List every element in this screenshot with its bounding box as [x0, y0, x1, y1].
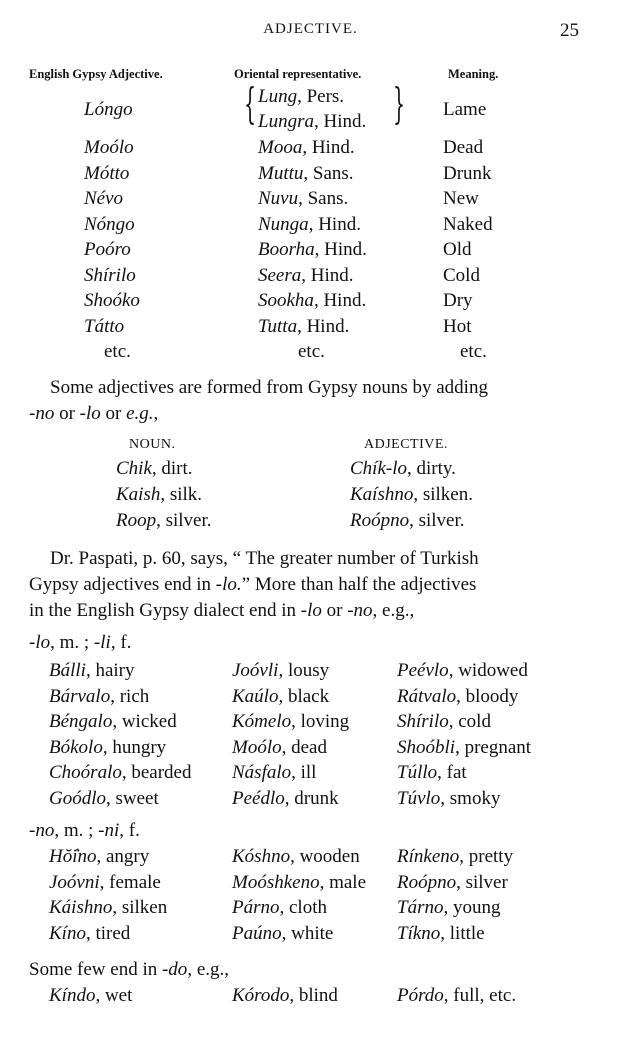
table1-meaning: Lame: [443, 99, 487, 120]
oriental-source: , Hind.: [314, 239, 367, 260]
table1-oriental-entry: Lungra, Hind.: [258, 111, 367, 132]
right-brace: }: [393, 79, 406, 128]
english-gloss: , wooden: [290, 846, 360, 867]
table1-meaning: Dead: [443, 137, 484, 158]
gypsy-word: Rínkeno: [397, 846, 460, 867]
gypsy-word: Peédlo: [232, 788, 285, 809]
english-gloss: , silver: [456, 872, 508, 893]
group-label-no: -no, m. ; -ni, f.: [29, 820, 140, 841]
adjective-word: Roópno: [350, 510, 410, 531]
paragraph-line: -no or -lo or e.g.,: [29, 403, 159, 424]
english-gloss: , black: [278, 686, 330, 707]
word-entry: [232, 762, 316, 784]
word-entry: [397, 711, 491, 733]
english-gloss: , hairy: [85, 660, 135, 681]
table1-header-gypsy: English Gypsy Adjective.: [29, 67, 163, 81]
table1-gypsy-word: Nóngo: [84, 214, 135, 235]
word-entry: [232, 660, 329, 682]
word-entry: [397, 686, 518, 708]
word-entry: [49, 897, 167, 919]
english-gloss: , full, etc.: [443, 985, 517, 1006]
english-gloss: , lousy: [278, 660, 330, 681]
english-gloss: , loving: [291, 711, 350, 732]
word-entry: [397, 846, 513, 868]
word-entry: [397, 660, 528, 682]
gypsy-word: Kómelo: [232, 711, 292, 732]
table2-noun: [116, 458, 193, 480]
gypsy-word: Goódlo: [49, 788, 106, 809]
oriental-source: , Hind.: [302, 137, 355, 158]
table1-meaning: Old: [443, 239, 472, 260]
english-gloss: , sweet: [106, 788, 159, 809]
english-gloss: , male: [319, 872, 367, 893]
noun-word: Chik: [116, 458, 152, 479]
english-gloss: , blind: [289, 985, 338, 1006]
table1-gypsy-word: Névo: [84, 188, 124, 209]
etc-text: etc.: [104, 341, 131, 362]
table1-meaning: Drunk: [443, 163, 492, 184]
word-entry: [49, 846, 149, 868]
gypsy-word: Rátvalo: [397, 686, 457, 707]
word-entry: [49, 660, 135, 682]
english-gloss: , drunk: [284, 788, 339, 809]
english-gloss: , bearded: [121, 762, 192, 783]
table1-gypsy-word: Tátto: [84, 316, 125, 337]
word-entry: [232, 872, 366, 894]
oriental-word: Sookha: [258, 290, 314, 311]
adjective-word: Chík-lo: [350, 458, 407, 479]
oriental-word: Boorha: [258, 239, 315, 260]
english-gloss: , rich: [110, 686, 150, 707]
word-entry: [397, 788, 500, 810]
table1-gypsy-word: Shírilo: [84, 265, 136, 286]
gypsy-word: Peévlo: [397, 660, 449, 681]
word-entry: [232, 846, 360, 868]
gypsy-word: Moólo: [232, 737, 282, 758]
gypsy-word: Káishno: [49, 897, 113, 918]
word-entry: [232, 923, 333, 945]
english-gloss: , young: [443, 897, 501, 918]
english-gloss: , bloody: [456, 686, 519, 707]
english-gloss: , little: [440, 923, 485, 944]
gypsy-word: Kíno: [49, 923, 86, 944]
gypsy-word: Násfalo: [232, 762, 292, 783]
etc-text: etc.: [460, 341, 487, 362]
oriental-source: , Hind.: [297, 316, 350, 337]
gypsy-word: Moóshkeno: [232, 872, 320, 893]
table2-noun: [116, 510, 212, 532]
english-gloss: , fat: [437, 762, 467, 783]
table1-meaning: New: [443, 188, 479, 209]
table1-header-meaning: Meaning.: [448, 67, 499, 81]
noun-word: Roop: [116, 510, 157, 531]
word-entry: [232, 711, 349, 733]
word-entry: [49, 985, 132, 1007]
table1-oriental-entry: [258, 188, 348, 210]
oriental-source: , Sans.: [303, 163, 354, 184]
table2-adjective: [350, 458, 456, 480]
paragraph-line: Some few end in -do, e.g.,: [29, 959, 229, 980]
table2-header-noun: NOUN.: [129, 437, 176, 452]
table1-gypsy-word: Mótto: [84, 163, 130, 184]
left-brace: {: [244, 79, 257, 128]
running-head: ADJECTIVE.: [263, 21, 358, 37]
page-number: 25: [560, 20, 579, 41]
word-entry: [232, 737, 327, 759]
adjective-gloss: , silver.: [409, 510, 465, 531]
table1-gypsy-word: Poóro: [84, 239, 131, 260]
english-gloss: , hungry: [102, 737, 167, 758]
gypsy-word: Kóshno: [232, 846, 291, 867]
english-gloss: , smoky: [440, 788, 501, 809]
english-gloss: , cold: [448, 711, 491, 732]
english-gloss: , wet: [95, 985, 133, 1006]
oriental-word: Tutta: [258, 316, 298, 337]
word-entry: [49, 788, 159, 810]
group-label-lo: -lo, m. ; -li, f.: [29, 632, 132, 653]
oriental-source: , Hind.: [313, 290, 367, 311]
oriental-word: Mooa: [258, 137, 303, 158]
oriental-word: Nuvu: [258, 188, 299, 209]
noun-gloss: , silk.: [160, 484, 203, 505]
paragraph-line: Some adjectives are formed from Gypsy nouns by adding: [50, 377, 488, 398]
english-gloss: , white: [281, 923, 334, 944]
gypsy-word: Pórdo: [397, 985, 444, 1006]
table1-gypsy-word: Lóngo: [84, 99, 133, 120]
gypsy-word: Paúno: [232, 923, 282, 944]
table2-header-adjective: ADJECTIVE.: [364, 437, 448, 452]
english-gloss: , female: [99, 872, 161, 893]
noun-gloss: , dirt.: [151, 458, 193, 479]
gypsy-word: Shoóbli: [397, 737, 456, 758]
noun-word: Kaish: [116, 484, 161, 505]
word-entry: [397, 985, 516, 1007]
table2-noun: [116, 484, 202, 506]
word-entry: [397, 737, 531, 759]
gypsy-word: Kórodo: [232, 985, 290, 1006]
oriental-word: Muttu: [258, 163, 304, 184]
english-gloss: , silken: [112, 897, 168, 918]
gypsy-word: Bálli: [49, 660, 86, 681]
english-gloss: , ill: [291, 762, 317, 783]
table2-adjective: [350, 510, 465, 532]
gypsy-word: Túvlo: [397, 788, 441, 809]
paragraph-line: Gypsy adjectives end in -lo.” More than half the adjectives: [29, 574, 477, 595]
table1-meaning: Naked: [443, 214, 493, 235]
oriental-word: Nunga: [258, 214, 309, 235]
english-gloss: , wicked: [112, 711, 177, 732]
adjective-word: Kaíshno: [350, 484, 414, 505]
word-entry: [49, 737, 166, 759]
english-gloss: , pretty: [459, 846, 514, 867]
noun-gloss: , silver.: [156, 510, 212, 531]
table1-header-oriental: Oriental representative.: [234, 67, 362, 81]
etc-text: etc.: [298, 341, 325, 362]
word-entry: [49, 762, 192, 784]
gypsy-word: Túllo: [397, 762, 438, 783]
gypsy-word: Choóralo: [49, 762, 122, 783]
gypsy-word: Joóvli: [232, 660, 279, 681]
gypsy-word: Párno: [232, 897, 280, 918]
table1-oriental-entry: [258, 163, 354, 185]
gypsy-word: Bókolo: [49, 737, 103, 758]
english-gloss: , widowed: [448, 660, 528, 681]
gypsy-word: Roópno: [397, 872, 457, 893]
oriental-source: , Hind.: [301, 265, 354, 286]
table1-gypsy-word: Shoóko: [84, 290, 140, 311]
english-gloss: , dead: [281, 737, 327, 758]
word-entry: [397, 923, 485, 945]
paragraph-line: Dr. Paspati, p. 60, says, “ The greater number of Turkish: [50, 548, 479, 569]
gypsy-word: Joóvni: [49, 872, 100, 893]
word-entry: [397, 762, 467, 784]
word-entry: [232, 686, 329, 708]
english-gloss: , tired: [85, 923, 131, 944]
gypsy-word: Kaúlo: [232, 686, 279, 707]
table1-oriental-entry: [258, 316, 349, 338]
word-entry: [232, 985, 338, 1007]
paragraph-line: in the English Gypsy dialect end in -lo or -no, e.g.,: [29, 600, 415, 621]
english-gloss: , angry: [96, 846, 150, 867]
gypsy-word: Tíkno: [397, 923, 441, 944]
word-entry: [49, 923, 130, 945]
word-entry: [232, 897, 327, 919]
gypsy-word: Tárno: [397, 897, 444, 918]
table1-meaning: Hot: [443, 316, 472, 337]
word-entry: [397, 872, 508, 894]
gypsy-word: Shírilo: [397, 711, 449, 732]
gypsy-word: Kíndo: [49, 985, 96, 1006]
oriental-word: Seera: [258, 265, 302, 286]
table1-meaning: Cold: [443, 265, 480, 286]
table1-oriental-entry: [258, 239, 367, 261]
table1-oriental-entry: [258, 214, 361, 236]
english-gloss: , pregnant: [455, 737, 532, 758]
oriental-source: , Sans.: [298, 188, 349, 209]
adjective-gloss: , dirty.: [407, 458, 456, 479]
word-entry: [232, 788, 339, 810]
table1-oriental-entry: [258, 265, 354, 287]
gypsy-word: Hŏ̈íno: [49, 846, 97, 867]
word-entry: [49, 686, 149, 708]
oriental-source: , Hind.: [308, 214, 361, 235]
table2-adjective: [350, 484, 473, 506]
english-gloss: , cloth: [279, 897, 327, 918]
adjective-gloss: , silken.: [413, 484, 473, 505]
gypsy-word: Béngalo: [49, 711, 113, 732]
table1-meaning: Dry: [443, 290, 473, 311]
word-entry: [49, 872, 161, 894]
table1-oriental-entry: [258, 290, 366, 312]
table1-gypsy-word: Moólo: [84, 137, 134, 158]
gypsy-word: Bárvalo: [49, 686, 111, 707]
table1-oriental-entry: Lung, Pers.: [258, 86, 345, 107]
table1-oriental-entry: [258, 137, 355, 159]
word-entry: [49, 711, 177, 733]
word-entry: [397, 897, 500, 919]
